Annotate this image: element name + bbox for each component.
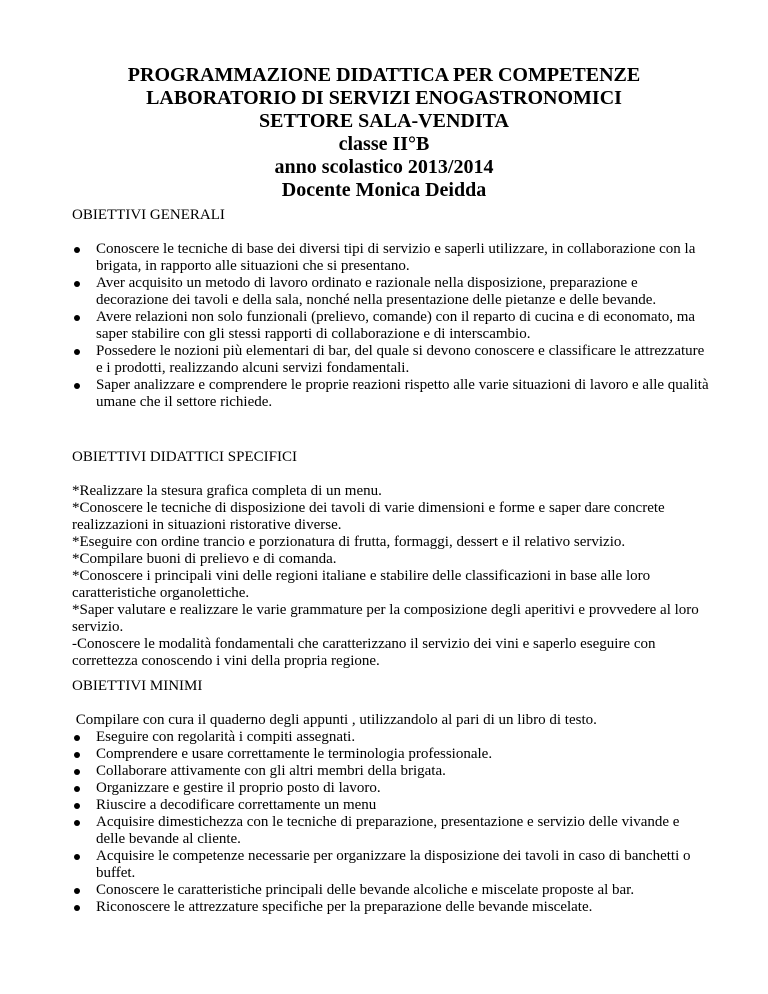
bullet-icon bbox=[74, 854, 80, 860]
objective-paragraph: *Compilare buoni di prelievo e di comanda. bbox=[72, 551, 337, 567]
objective-paragraph: *Conoscere le tecniche di disposizione dei tavoli di varie dimensioni e forme e saper dare concrete realizzazioni in situazioni ristorative diverse. bbox=[72, 500, 665, 533]
list-item-text: Riuscire a decodificare correttamente un menu bbox=[96, 797, 377, 813]
section-minimum-objectives bbox=[72, 678, 712, 916]
list-item bbox=[72, 814, 712, 848]
list-item-text: Saper analizzare e comprendere le proprie reazioni rispetto alle varie situazioni di lavoro e alle qualità umane che il settore richiede. bbox=[96, 377, 709, 410]
list-item bbox=[72, 275, 712, 309]
section-general-objectives bbox=[72, 207, 712, 411]
objective-paragraph: *Realizzare la stesura grafica completa di un menu. bbox=[72, 483, 382, 499]
bullet-icon bbox=[74, 769, 80, 775]
list-item-text: Collaborare attivamente con gli altri membri della brigata. bbox=[96, 763, 446, 779]
list-item-text: Riconoscere le attrezzature specifiche per la preparazione delle bevande miscelate. bbox=[96, 899, 593, 915]
minimum-objectives-list bbox=[72, 729, 712, 916]
objective-paragraph: *Saper valutare e realizzare le varie grammature per la composizione degli aperitivi e provvedere al loro servizio. bbox=[72, 602, 699, 635]
title-line: PROGRAMMAZIONE DIDATTICA PER COMPETENZE bbox=[127, 64, 641, 86]
list-item-text: Organizzare e gestire il proprio posto di lavoro. bbox=[96, 780, 381, 796]
list-item-text: Acquisire dimestichezza con le tecniche di preparazione, presentazione e servizio delle vivande e delle bevande al cliente. bbox=[96, 814, 680, 847]
title-line: classe II°B bbox=[338, 133, 430, 155]
document-title bbox=[0, 64, 768, 202]
list-item bbox=[72, 343, 712, 377]
list-item bbox=[72, 848, 712, 882]
bullet-icon bbox=[74, 281, 80, 287]
bullet-icon bbox=[74, 383, 80, 389]
list-item-text: Possedere le nozioni più elementari di bar, del quale si devono conoscere e classificare le attrezzature e i prodotti, realizzando alcuni servizi fondamentali. bbox=[96, 343, 705, 376]
title-line: Docente Monica Deidda bbox=[281, 179, 487, 201]
list-item bbox=[72, 746, 712, 763]
list-item bbox=[72, 241, 712, 275]
section-heading: OBIETTIVI DIDATTICI SPECIFICI bbox=[72, 449, 297, 465]
general-objectives-list bbox=[72, 241, 712, 411]
section-specific-objectives bbox=[72, 449, 712, 670]
bullet-icon bbox=[74, 349, 80, 355]
list-item bbox=[72, 377, 712, 411]
list-item-text: Conoscere le tecniche di base dei diversi tipi di servizio e saperli utilizzare, in collaborazione con la brigata, in rapporto alle situazioni che si presentano. bbox=[96, 241, 696, 274]
list-item bbox=[72, 309, 712, 343]
section-heading: OBIETTIVI MINIMI bbox=[72, 678, 203, 694]
minimum-objectives-intro: Compilare con cura il quaderno degli appunti , utilizzandolo al pari di un libro di testo. bbox=[72, 712, 597, 728]
objective-paragraph: *Conoscere i principali vini delle regioni italiane e stabilire delle classificazioni in base alle loro caratteristiche organolettiche. bbox=[72, 568, 651, 601]
objective-paragraph: *Eseguire con ordine trancio e porzionatura di frutta, formaggi, dessert e il relativo servizio. bbox=[72, 534, 626, 550]
bullet-icon bbox=[74, 820, 80, 826]
title-line: LABORATORIO DI SERVIZI ENOGASTRONOMICI bbox=[146, 87, 622, 109]
title-line: anno scolastico 2013/2014 bbox=[274, 156, 494, 178]
list-item-text: Eseguire con regolarità i compiti assegnati. bbox=[96, 729, 356, 745]
list-item bbox=[72, 763, 712, 780]
objective-paragraph: -Conoscere le modalità fondamentali che caratterizzano il servizio dei vini e saperlo eseguire con correttezza conoscendo i vini della propria regione. bbox=[72, 636, 656, 669]
list-item bbox=[72, 780, 712, 797]
bullet-icon bbox=[74, 752, 80, 758]
list-item bbox=[72, 899, 712, 916]
bullet-icon bbox=[74, 803, 80, 809]
list-item bbox=[72, 729, 712, 746]
specific-objectives-list bbox=[72, 483, 712, 670]
list-item-text: Aver acquisito un metodo di lavoro ordinato e razionale nella disposizione, preparazione e decorazione dei tavoli e della sala, nonché nella presentazione delle pietanze e delle bevande. bbox=[96, 275, 657, 308]
list-item-text: Acquisire le competenze necessarie per organizzare la disposizione dei tavoli in caso di banchetti o buffet. bbox=[96, 848, 691, 881]
list-item-text: Conoscere le caratteristiche principali delle bevande alcoliche e miscelate proposte al bar. bbox=[96, 882, 635, 898]
list-item-text: Comprendere e usare correttamente le terminologia professionale. bbox=[96, 746, 493, 762]
bullet-icon bbox=[74, 315, 80, 321]
section-heading: OBIETTIVI GENERALI bbox=[72, 207, 225, 223]
bullet-icon bbox=[74, 888, 80, 894]
list-item bbox=[72, 882, 712, 899]
title-line: SETTORE SALA-VENDITA bbox=[259, 110, 509, 132]
bullet-icon bbox=[74, 735, 80, 741]
bullet-icon bbox=[74, 247, 80, 253]
list-item bbox=[72, 797, 712, 814]
list-item-text: Avere relazioni non solo funzionali (prelievo, comande) con il reparto di cucina e di economato, ma saper stabilire con gli stessi rapporti di collaborazione e di interscambio. bbox=[96, 309, 696, 342]
bullet-icon bbox=[74, 905, 80, 911]
bullet-icon bbox=[74, 786, 80, 792]
